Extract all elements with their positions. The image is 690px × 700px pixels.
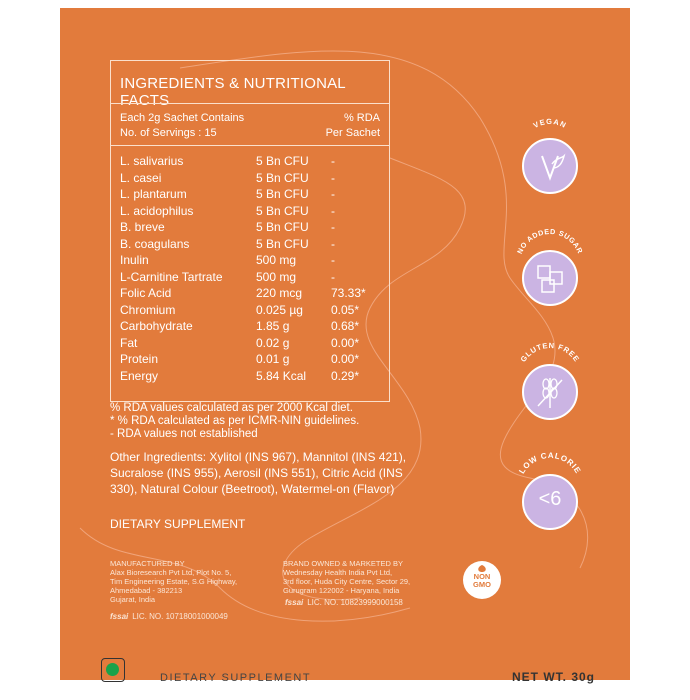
nutrition-row [120, 368, 382, 385]
vegan-leaf-icon [524, 140, 576, 192]
address-line: Gurugram 122002 - Haryana, India [283, 586, 400, 595]
nutrient-name: B. coagulans [120, 236, 190, 251]
manufactured-by [110, 559, 237, 604]
dietary-supplement-label: DIETARY SUPPLEMENT [110, 517, 246, 531]
nutrient-amount: 500 mg [256, 269, 297, 284]
nutrition-row [120, 285, 382, 302]
nutrient-amount: 5 Bn CFU [256, 170, 309, 185]
nutrient-rda: - [331, 154, 335, 168]
nutrient-rda: 0.00* [331, 335, 360, 350]
nutrient-name: Carbohydrate [120, 319, 193, 333]
divider [111, 145, 389, 146]
vegan-label: VEGAN [531, 116, 569, 131]
nutrient-name: Protein [120, 352, 159, 366]
nutrient-rda: - [331, 203, 335, 218]
header-contains: Each 2g Sachet Contains [120, 112, 245, 124]
footer-dietary-supplement: DIETARY SUPPLEMENT [160, 672, 312, 684]
nutrient-rda: 0.00* [331, 352, 360, 366]
note-line: - RDA values not established [110, 428, 258, 440]
fssai-logo: fssai [285, 598, 304, 607]
nutrition-title: INGREDIENTS & NUTRITIONAL FACTS [120, 75, 346, 109]
brand-heading: BRAND OWNED & MARKETED BY [283, 559, 404, 568]
nutrition-row [120, 186, 382, 203]
address-line: Wednesday Health India Pvt Ltd, [283, 568, 393, 577]
nutrient-rda: 0.29* [331, 368, 360, 383]
nutrient-amount: 500 mg [256, 253, 297, 267]
nutrient-name: L. salivarius [120, 154, 184, 168]
nutrient-name: B. breve [120, 220, 165, 234]
no-sugar-label: NO ADDED SUGAR [515, 226, 585, 256]
nutrition-row [120, 335, 382, 352]
nutrition-row [120, 236, 382, 253]
nutrition-row [120, 203, 382, 220]
nutrient-rda: - [331, 253, 335, 267]
nutrient-amount: 5 Bn CFU [256, 154, 309, 168]
nutrient-amount: 5 Bn CFU [256, 187, 309, 201]
header-servings: No. of Servings : 15 [120, 127, 217, 139]
nutrient-name: Folic Acid [120, 286, 172, 300]
header-per-sachet: Per Sachet [325, 127, 380, 139]
rda-notes [110, 402, 359, 441]
nutrition-row [120, 170, 382, 187]
nutrition-row [120, 302, 382, 319]
nutrient-rda: - [331, 269, 335, 284]
nutrient-name: Fat [120, 335, 138, 350]
nutrition-facts-box [110, 60, 390, 402]
vegan-badge [522, 138, 578, 194]
address-line: 3rd floor, Huda City Centre, Sector 29, [283, 577, 411, 586]
note-line: % RDA values calculated as per 2000 Kcal diet. [110, 402, 353, 414]
nutrient-amount: 1.85 g [256, 319, 290, 333]
nutrient-name: Chromium [120, 302, 176, 317]
non-gmo-badge [463, 561, 501, 599]
veg-mark-icon [101, 658, 125, 682]
other-ingredients: Other Ingredients: Xylitol (INS 967), Mannitol (INS 421), Sucralose (INS 955), Aerosil (INS 551), Citric Acid (INS 330), Natural Colour (Beetroot), Watermel-on (Flavor) [110, 450, 407, 496]
net-weight: NET WT. 30g [512, 670, 596, 684]
nutrient-rda: - [331, 220, 335, 234]
less-than-six-icon: <6 [538, 488, 562, 510]
gluten-free-badge [522, 364, 578, 420]
svg-text:GLUTEN FREE [519, 341, 582, 364]
nutrient-rda: - [331, 170, 335, 185]
divider [111, 103, 389, 104]
nutrition-row [120, 318, 382, 335]
nutrition-row [120, 153, 382, 170]
nutrient-rda: 0.05* [331, 302, 360, 317]
nutrient-rda: - [331, 187, 335, 201]
sugar-cubes-icon [524, 252, 576, 304]
nutrient-name: Inulin [120, 253, 149, 267]
nutrient-name: Energy [120, 368, 159, 383]
nutrition-row [120, 269, 382, 286]
non-text: NON [473, 572, 491, 581]
nutrient-amount: 220 mcg [256, 286, 303, 300]
nutrient-amount: 0.01 g [256, 352, 290, 366]
no-added-sugar-badge [522, 250, 578, 306]
header-rda: % RDA [343, 112, 380, 124]
brand-owned-by [283, 559, 410, 595]
gluten-free-label: GLUTEN FREE [518, 340, 582, 364]
pack-panel [60, 8, 630, 680]
wheat-icon [524, 366, 576, 418]
nutrition-row [120, 252, 382, 269]
brand-license: fssai LIC. NO. 10823999000158 [285, 598, 403, 607]
nutrient-name: L-Carnitine Tartrate [120, 269, 223, 284]
nutrient-amount: 5 Bn CFU [256, 236, 309, 251]
nutrient-amount: 5.84 Kcal [256, 368, 307, 383]
low-calorie-badge [522, 474, 578, 530]
low-calorie-label: LOW CALORIE [517, 450, 583, 476]
address-line: Alax Bioresearch Pvt Ltd, Plot No. 5, [110, 568, 232, 577]
nutrient-amount: 0.025 µg [256, 302, 303, 317]
svg-text:LOW CALORIE [517, 451, 582, 475]
nutrient-rda: 73.33* [331, 286, 366, 300]
nutrient-name: L. acidophilus [120, 203, 194, 218]
manufactured-heading: MANUFACTURED BY [110, 559, 185, 568]
nutrition-row [120, 219, 382, 236]
nutrient-name: L. plantarum [120, 187, 187, 201]
svg-text:VEGAN [532, 117, 568, 130]
address-line: Tim Engineering Estate, S.G Highway, [110, 577, 238, 586]
manufacturer-license: fssai LIC. NO. 10718001000049 [110, 612, 228, 621]
nutrition-row [120, 351, 382, 368]
nutrient-rda: - [331, 236, 335, 251]
nutrient-name: L. casei [120, 170, 162, 185]
nutrient-amount: 5 Bn CFU [256, 203, 309, 218]
nutrient-rda: 0.68* [331, 319, 360, 333]
nutrient-amount: 5 Bn CFU [256, 220, 309, 234]
gmo-text: GMO [473, 580, 491, 589]
fssai-logo: fssai [110, 612, 129, 621]
nutrient-amount: 0.02 g [256, 335, 290, 350]
address-line: Ahmedabad - 382213 [110, 586, 183, 595]
address-line: Gujarat, India [110, 595, 156, 604]
note-line: * % RDA calculated as per ICMR-NIN guidelines. [110, 415, 360, 427]
